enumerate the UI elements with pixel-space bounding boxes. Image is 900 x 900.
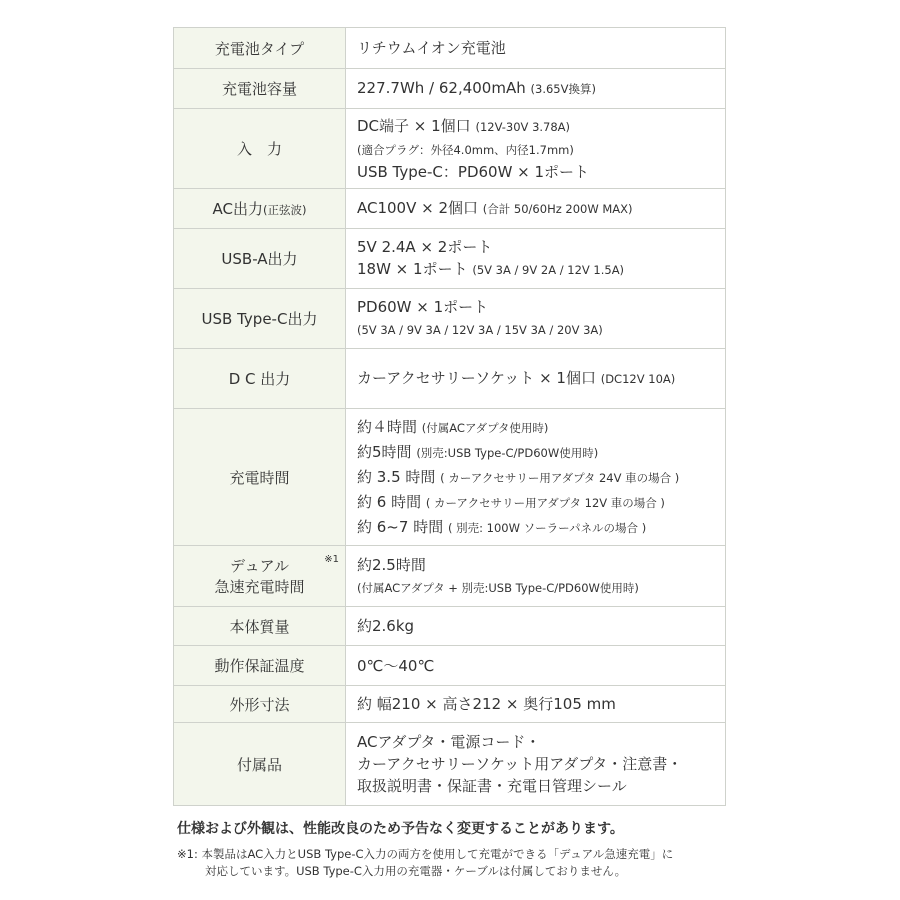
spec-label: USB-A出力 xyxy=(174,229,346,289)
spec-label: 外形寸法 xyxy=(174,686,346,723)
spec-value: AC100V × 2個口 (合計 50/60Hz 200W MAX) xyxy=(346,189,726,229)
footnote: ※1: 本製品はAC入力とUSB Type-C入力の両方を使用して充電ができる「デュアル急速充電」に 対応しています。USB Type-C入力用の充電器・ケーブルは付属しておりません。 xyxy=(177,847,674,878)
spec-value: DC端子 × 1個口 (12V-30V 3.78A) (適合プラグ：外径4.0mm、内径1.7mm) USB Type-C：PD60W × 1ポート xyxy=(346,109,726,189)
spec-label: 入 力 xyxy=(174,109,346,189)
disclaimer: 仕様および外観は、性能改良のため予告なく変更することがあります。 xyxy=(177,821,624,837)
spec-label: 充電池容量 xyxy=(174,69,346,109)
spec-value: 約４時間 (付属ACアダプタ使用時) 約5時間 (別売:USB Type-C/PD60W使用時) 約 3.5 時間 ( カーアクセサリー用アダプタ 24V 車の場合 ) 約 6 時間 ( カーアクセサリー用アダプタ 12V 車の場合 ) 約 6~7 時間 ( 別売: 100W ソーラーパネルの場合 ) xyxy=(346,409,726,546)
spec-row xyxy=(174,109,726,189)
spec-label: 充電池タイプ xyxy=(174,28,346,69)
spec-value: PD60W × 1ポート (5V 3A / 9V 3A / 12V 3A / 15V 3A / 20V 3A) xyxy=(346,289,726,349)
spec-label: デュアル 急速充電時間 ※1 xyxy=(174,546,346,607)
spec-row xyxy=(174,229,726,289)
spec-value: 227.7Wh / 62,400mAh (3.65V換算) xyxy=(346,69,726,109)
spec-row xyxy=(174,289,726,349)
spec-row xyxy=(174,349,726,409)
spec-label: 付属品 xyxy=(174,723,346,806)
spec-row xyxy=(174,546,726,607)
spec-value: カーアクセサリーソケット × 1個口 (DC12V 10A) xyxy=(346,349,726,409)
spec-value: 約2.6kg xyxy=(346,607,726,646)
spec-value: 0℃～40℃ xyxy=(346,646,726,686)
spec-row xyxy=(174,189,726,229)
spec-row xyxy=(174,723,726,806)
spec-label: D C 出力 xyxy=(174,349,346,409)
spec-label: AC出力(正弦波) xyxy=(174,189,346,229)
spec-value: リチウムイオン充電池 xyxy=(346,28,726,69)
spec-row xyxy=(174,646,726,686)
spec-row xyxy=(174,28,726,69)
spec-row xyxy=(174,607,726,646)
spec-label: 充電時間 xyxy=(174,409,346,546)
spec-value: 5V 2.4A × 2ポート 18W × 1ポート (5V 3A / 9V 2A / 12V 1.5A) xyxy=(346,229,726,289)
spec-label: USB Type-C出力 xyxy=(174,289,346,349)
spec-label: 動作保証温度 xyxy=(174,646,346,686)
spec-value: ACアダプタ・電源コード・ カーアクセサリーソケット用アダプタ・注意書・ 取扱説明書・保証書・充電日管理シール xyxy=(346,723,726,806)
spec-value: 約 幅210 × 高さ212 × 奥行105 mm xyxy=(346,686,726,723)
spec-label: 本体質量 xyxy=(174,607,346,646)
spec-table xyxy=(173,27,726,806)
spec-value: 約2.5時間 (付属ACアダプタ + 別売:USB Type-C/PD60W使用時) xyxy=(346,546,726,607)
spec-row xyxy=(174,69,726,109)
spec-row xyxy=(174,686,726,723)
spec-row xyxy=(174,409,726,546)
